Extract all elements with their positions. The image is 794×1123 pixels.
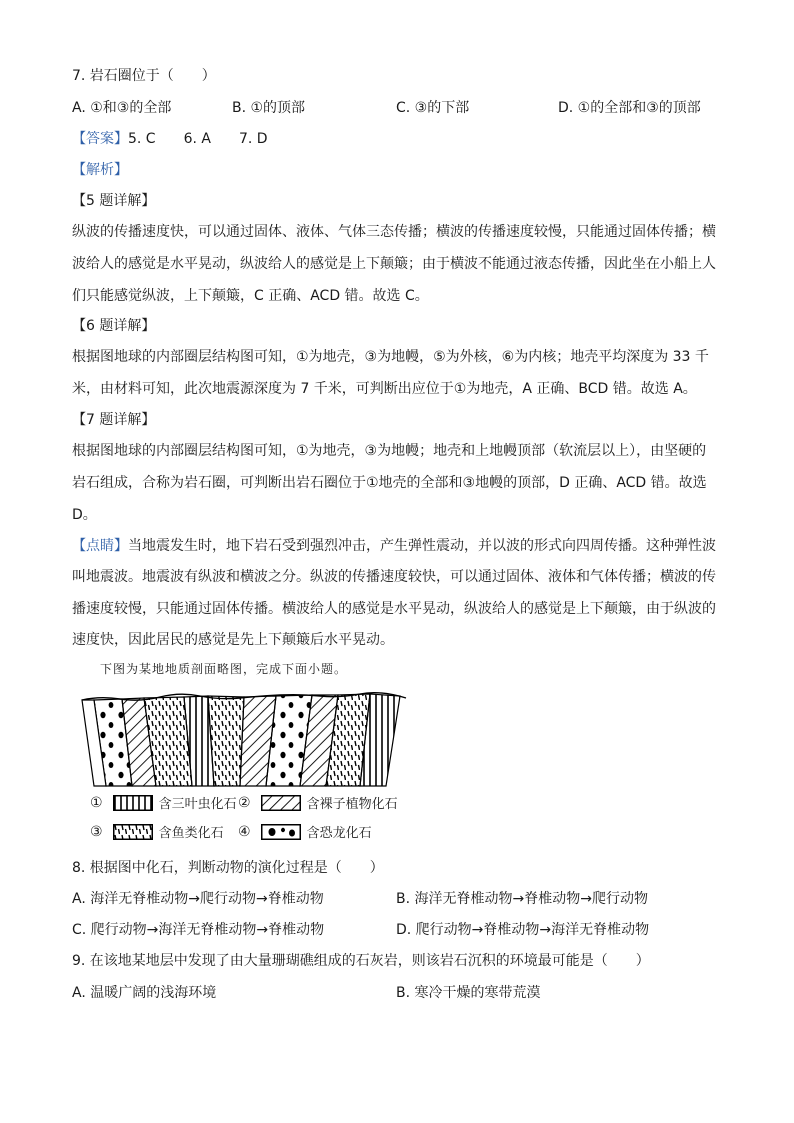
question-7-option-d: D. ①的全部和③的顶部 xyxy=(558,100,701,116)
question-8-stem: 8. 根据图中化石，判断动物的演化过程是（ ） xyxy=(72,860,384,876)
legend-item-4 xyxy=(238,822,372,841)
q7-detail-line-1: 根据图地球的内部圈层结构图可知，①为地壳，③为地幔；地壳和上地幔顶部（软流层以上），由坚硬的 xyxy=(72,443,707,459)
tip-line-2: 叫地震波。地震波有纵波和横波之分。纵波的传播速度较快，可以通过固体、液体和气体传播；横波的传 xyxy=(72,569,716,585)
legend-num-3: ③ xyxy=(90,823,103,840)
legend-num-2: ② xyxy=(238,794,251,811)
legend-text-4: 含恐龙化石 xyxy=(306,826,372,841)
legend-swatch-diagonal-lines xyxy=(261,795,301,811)
tip-text-1: 当地震发生时，地下岩石受到强烈冲击，产生弹性震动，并以波的形式向四周传播。这种弹性波 xyxy=(128,538,716,554)
answer-text: 5. C 6. A 7. D xyxy=(128,131,268,147)
question-7-stem: 7. 岩石圈位于（ ） xyxy=(72,68,216,84)
figure-caption: 下图为某地地质剖面略图，完成下面小题。 xyxy=(100,662,348,676)
question-8-option-b: B. 海洋无脊椎动物→脊椎动物→爬行动物 xyxy=(396,891,648,907)
answer-line xyxy=(72,129,268,149)
tip-line-4: 速度快，因此居民的感觉是先上下颠簸后水平晃动。 xyxy=(72,632,394,648)
legend-item-3 xyxy=(90,822,224,841)
legend-item-2 xyxy=(238,793,398,812)
question-8-option-d: D. 爬行动物→脊椎动物→海洋无脊椎动物 xyxy=(396,922,650,938)
q5-detail-line-2: 波给人的感觉是水平晃动，纵波给人的感觉是上下颠簸；由于横波不能通过液态传播，因此坐在小船上人 xyxy=(72,256,716,272)
question-9-option-a: A. 温暖广阔的浅海环境 xyxy=(72,985,217,1001)
q6-detail-line-1: 根据图地球的内部圈层结构图可知，①为地壳，③为地幔，⑤为外核，⑥为内核；地壳平均深度为 33 千 xyxy=(72,349,709,365)
answer-label: 【答案】 xyxy=(72,131,128,147)
legend-num-1: ① xyxy=(90,794,103,811)
question-9-option-b: B. 寒冷干燥的寒带荒漠 xyxy=(396,985,541,1001)
tip-line-3: 播速度较慢，只能通过固体传播。横波给人的感觉是水平晃动，纵波给人的感觉是上下颠簸，由于纵波的 xyxy=(72,601,716,617)
q7-detail-label: 【7 题详解】 xyxy=(72,412,156,428)
legend-text-2: 含裸子植物化石 xyxy=(306,797,398,812)
question-7-option-a: A. ①和③的全部 xyxy=(72,100,172,116)
q5-detail-label: 【5 题详解】 xyxy=(72,193,156,209)
q6-detail-line-2: 米，由材料可知，此次地震源深度为 7 千米，可判断出应位于①为地壳，A 正确、BCD 错。故选 A。 xyxy=(72,381,697,397)
stratum-dash-2 xyxy=(208,696,244,786)
question-9-stem: 9. 在该地某地层中发现了由大量珊瑚礁组成的石灰岩，则该岩石沉积的环境最可能是（ ） xyxy=(72,953,650,969)
q6-detail-label: 【6 题详解】 xyxy=(72,318,156,334)
question-7-option-c: C. ③的下部 xyxy=(396,100,470,116)
legend-item-1 xyxy=(90,793,237,812)
legend-text-3: 含鱼类化石 xyxy=(158,826,224,841)
legend-swatch-vertical-lines xyxy=(113,795,153,811)
question-7-option-b: B. ①的顶部 xyxy=(232,100,306,116)
question-8-option-c: C. 爬行动物→海洋无脊椎动物→脊椎动物 xyxy=(72,922,325,938)
q7-detail-line-3: D。 xyxy=(72,507,97,523)
question-8-option-a: A. 海洋无脊椎动物→爬行动物→脊椎动物 xyxy=(72,891,324,907)
legend-swatch-dashes xyxy=(113,824,153,840)
legend-num-4: ④ xyxy=(238,823,251,840)
q5-detail-line-3: 们只能感觉纵波，上下颠簸，C 正确、ACD 错。故选 C。 xyxy=(72,288,429,304)
q7-detail-line-2: 岩石组成，合称为岩石圈，可判断出岩石圈位于①地壳的全部和③地幔的顶部，D 正确、ACD 错。故选 xyxy=(72,475,707,491)
tip-label: 【点睛】 xyxy=(72,538,128,554)
analysis-label: 【解析】 xyxy=(72,162,128,178)
legend-text-1: 含三叶虫化石 xyxy=(158,797,237,812)
legend-swatch-blobs xyxy=(261,824,301,840)
q5-detail-line-1: 纵波的传播速度快，可以通过固体、液体、气体三态传播；横波的传播速度较慢，只能通过固体传播；横 xyxy=(72,224,716,240)
geologic-cross-section xyxy=(80,690,408,790)
tip-line-1 xyxy=(72,536,722,556)
